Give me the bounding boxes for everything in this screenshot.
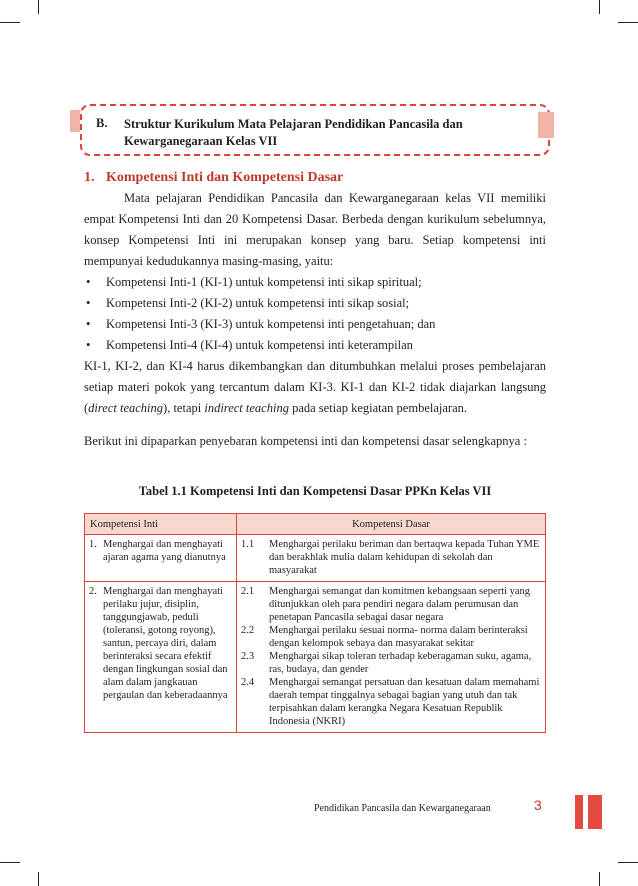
kd-cell xyxy=(237,535,546,582)
kd-number: 2.4 xyxy=(241,677,255,688)
body-block xyxy=(84,188,546,452)
heading-number: 1. xyxy=(84,170,95,185)
crop-mark xyxy=(38,872,39,886)
kd-text: Menghargai semangat persatuan dan kesatuan dalam memahami daerah tempat tinggalnya sebagai bagian yang utuh dan tak terpisahkan dalam kerangka Negara Kesatuan Republik Indonesia (NKRI) xyxy=(269,677,540,727)
bullet: • xyxy=(86,338,91,352)
crop-mark xyxy=(38,0,39,14)
paragraph-ki xyxy=(84,356,546,419)
kd-text: Menghargai perilaku beriman dan bertaqwa kepada Tuhan YME dan berakhlak mulia dalam kehidupan di sekolah dan masyarakat xyxy=(269,539,540,576)
header-ki: Kompetensi Inti xyxy=(85,514,237,535)
crop-mark xyxy=(599,872,600,886)
crop-mark xyxy=(599,0,600,14)
ki-cell xyxy=(85,582,237,733)
bullet-text: Kompetensi Inti-1 (KI-1) untuk kompetensi inti sikap spiritual; xyxy=(106,275,422,289)
kd-text: Menghargai sikap toleran terhadap keberagaman suku, agama, ras, budaya, dan gender xyxy=(269,651,532,675)
kd-text: Menghargai semangat dan komitmen kebangsaan seperti yang ditunjukkan oleh para pendiri negara dalam perumusan dan penetapan Pancasila sebagai dasar negara xyxy=(269,586,531,623)
footer-book-title: Pendidikan Pancasila dan Kewarganegaraan xyxy=(314,803,491,814)
table-row xyxy=(85,582,546,733)
kd-number: 1.1 xyxy=(241,539,255,550)
bullet-text: Kompetensi Inti-4 (KI-4) untuk kompetensi inti keterampilan xyxy=(106,338,413,352)
italic-term: indirect teaching xyxy=(204,401,289,415)
section-label: B. xyxy=(96,116,108,130)
section-title: Struktur Kurikulum Mata Pelajaran Pendidikan Pancasila dan Kewarganegaraan Kelas VII xyxy=(124,117,463,148)
text-run: pada setiap kegiatan pembelajaran. xyxy=(288,401,467,415)
bullet-text: Kompetensi Inti-3 (KI-3) untuk kompetensi inti pengetahuan; dan xyxy=(106,317,436,331)
kd-number: 2.1 xyxy=(241,586,255,597)
table-header-row xyxy=(85,514,546,535)
kd-text: Menghargai perilaku sesuai norma- norma dalam berinteraksi dengan kelompok sebaya dan masyarakat sekitar xyxy=(269,625,528,649)
bullet-text: Kompetensi Inti-2 (KI-2) untuk kompetensi inti sikap sosial; xyxy=(106,296,410,310)
header-kd: Kompetensi Dasar xyxy=(237,514,546,535)
crop-mark xyxy=(0,862,20,863)
kd-number: 2.2 xyxy=(241,625,255,636)
heading-text: Kompetensi Inti dan Kompetensi Dasar xyxy=(106,170,344,185)
crop-mark xyxy=(618,862,638,863)
crop-mark xyxy=(0,22,20,23)
paragraph-intro: Mata pelajaran Pendidikan Pancasila dan Kewarganegaraan kelas VII memiliki empat Kompetensi Inti dan 20 Kompetensi Dasar. Berbeda dengan kurikulum sebelumnya, konsep Kompetensi Inti ini merupakan konsep yang baru. Setiap kompetensi inti mempunyai kedudukannya masing-masing, yaitu: xyxy=(84,191,546,268)
kd-cell xyxy=(237,582,546,733)
bullet: • xyxy=(86,296,91,310)
bullet: • xyxy=(86,317,91,331)
text-run: KI-1, KI-2, dan KI-4 harus dikembangkan dan ditumbuhkan melalui proses pembelajaran setiap materi pokok yang tercantum dalam KI-3. KI-1 dan KI-2 tidak diajarkan langsung ( xyxy=(84,359,546,415)
competency-table xyxy=(84,513,546,733)
text-run: ), tetapi xyxy=(163,401,205,415)
bullet: • xyxy=(86,275,91,289)
ki-text: Menghargai dan menghayati ajaran agama yang dianutnya xyxy=(103,539,226,563)
ki-number: 1. xyxy=(89,539,97,550)
paragraph-table-intro: Berikut ini dipaparkan penyebaran kompetensi inti dan kompetensi dasar selengkapnya : xyxy=(84,434,527,448)
footer-accent-bar xyxy=(575,795,583,829)
section-box-accent xyxy=(538,112,554,138)
kd-number: 2.3 xyxy=(241,651,255,662)
italic-term: direct teaching xyxy=(88,401,164,415)
list-item xyxy=(84,272,546,293)
ki-number: 2. xyxy=(89,586,97,597)
list-item xyxy=(84,314,546,335)
table-row xyxy=(85,535,546,582)
footer-accent-bar xyxy=(588,795,602,829)
list-item xyxy=(84,293,546,314)
crop-mark xyxy=(618,22,638,23)
ki-cell xyxy=(85,535,237,582)
subsection-heading xyxy=(84,170,343,186)
page-number: 3 xyxy=(534,797,542,813)
ki-text: Menghargai dan menghayati perilaku jujur, disiplin, tanggungjawab, peduli (toleransi, gotong royong), santun, percaya diri, dalam berinteraksi secara efektif dengan lingkungan sosial dan alam dalam jangkauan pergaulan dan keberadaannya xyxy=(103,586,228,701)
table-caption: Tabel 1.1 Kompetensi Inti dan Kompetensi Dasar PPKn Kelas VII xyxy=(138,484,492,498)
list-item xyxy=(84,335,546,356)
